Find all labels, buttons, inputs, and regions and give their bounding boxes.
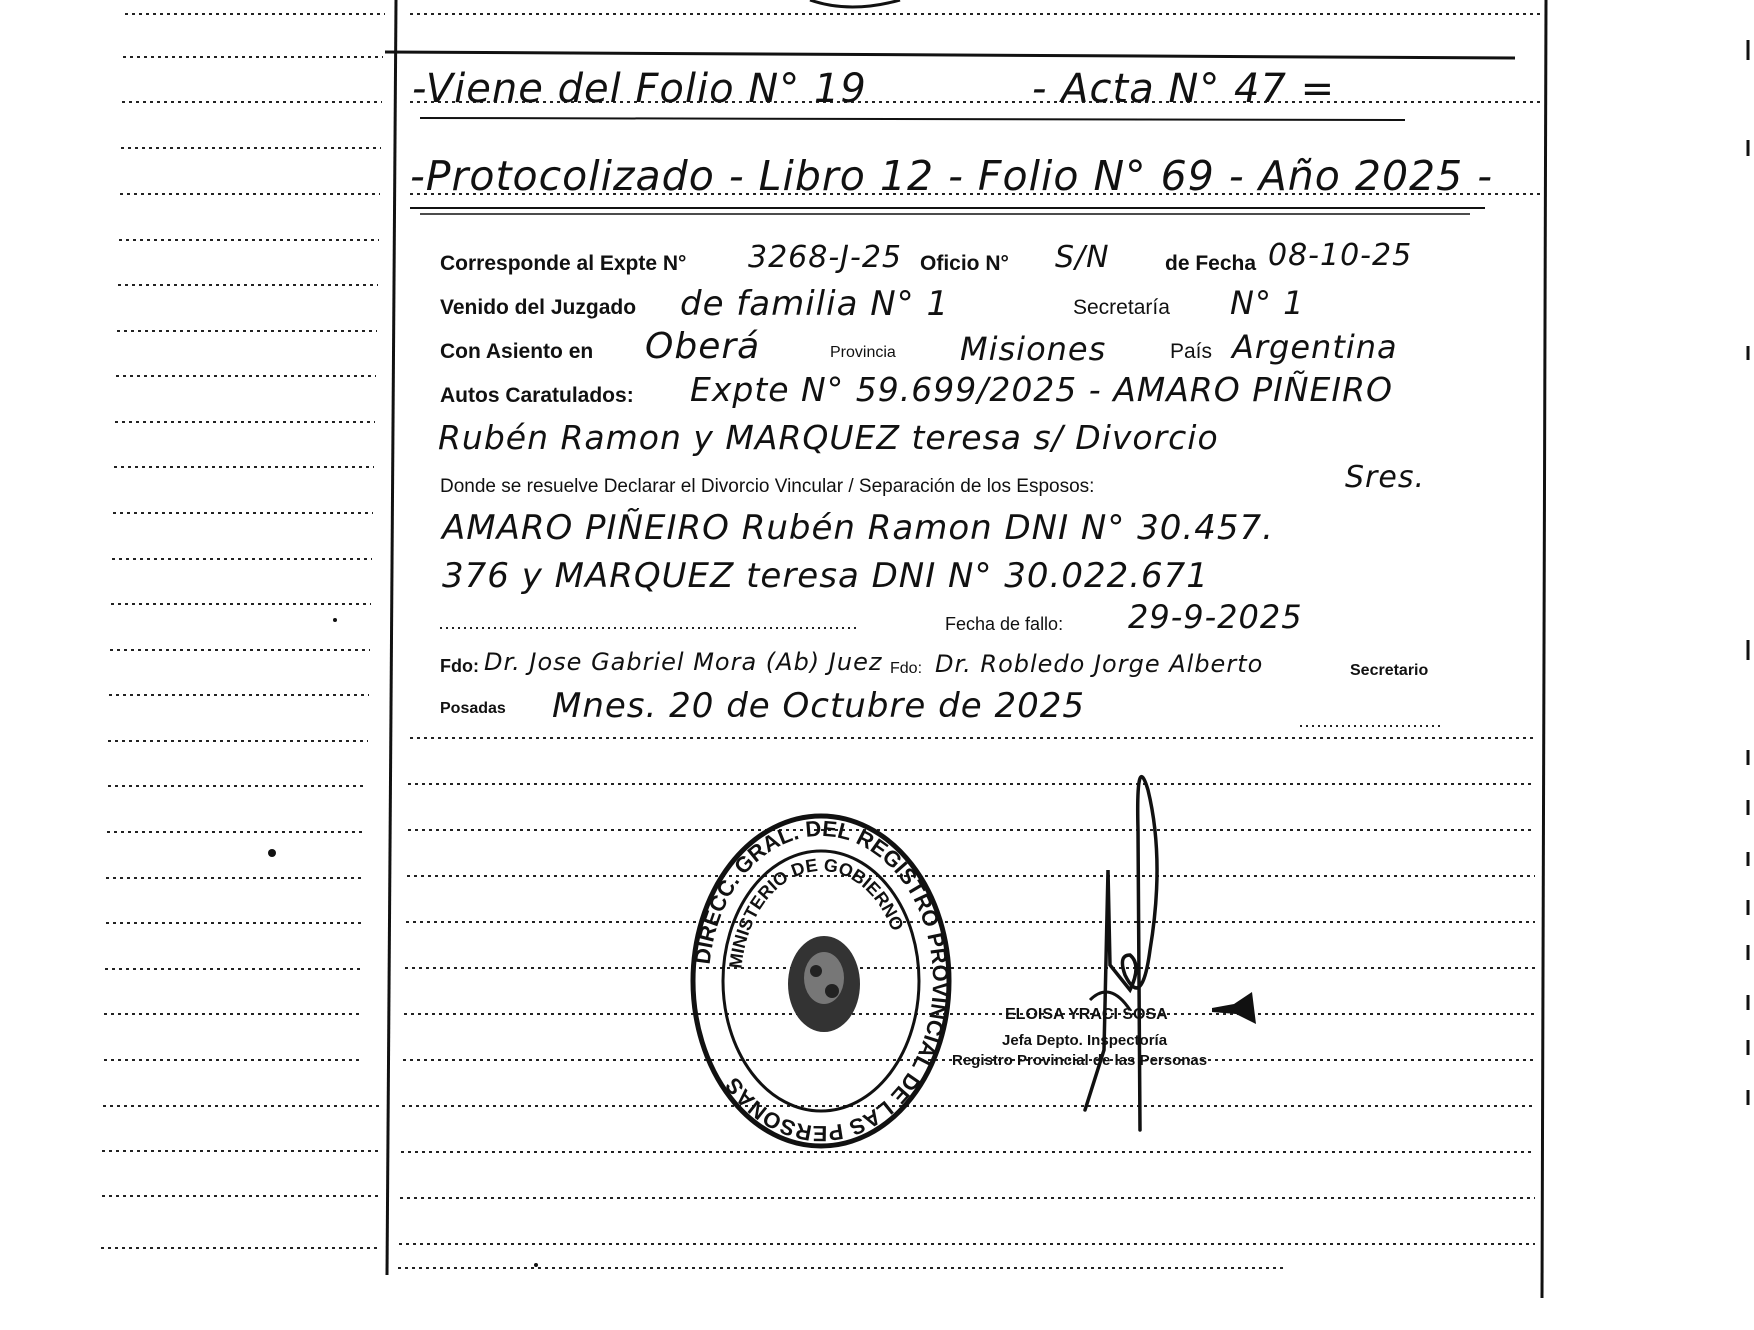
svg-text:MINISTERIO DE GOBIERNO: MINISTERIO DE GOBIERNO	[725, 854, 908, 970]
donde-label: Donde se resuelve Declarar el Divorcio Vincular / Separación de los Esposos:	[440, 476, 1095, 497]
expte-value: 3268-J-25	[748, 240, 903, 275]
signatory-title: Jefa Depto. Inspectoría	[1002, 1032, 1168, 1049]
asiento-label: Con Asiento en	[440, 340, 594, 363]
asiento-value: Oberá	[645, 326, 761, 367]
venido-label: Venido del Juzgado	[440, 296, 637, 319]
posadas-value: Mnes. 20 de Octubre de 2025	[552, 686, 1085, 726]
header-folio: -Viene del Folio N° 19	[412, 66, 867, 112]
provincia-label: Provincia	[830, 344, 896, 361]
secretario-label: Secretario	[1350, 662, 1429, 679]
oficio-label: Oficio N°	[920, 252, 1009, 275]
fecha-label: de Fecha	[1165, 252, 1257, 275]
fecha-value: 08-10-25	[1268, 238, 1413, 273]
svg-text:DIRECC. GRAL. DEL REGISTRO PRO: DIRECC. GRAL. DEL REGISTRO PROVINCIAL DE LAS PERSONAS	[689, 815, 954, 1147]
header-protocolizado: -Protocolizado - Libro 12 - Folio N° 69 - Año 2025 -	[410, 152, 1494, 200]
autos-line1: Expte N° 59.699/2025 - AMARO PIÑEIRO	[690, 370, 1394, 409]
fdo-juez: Dr. Jose Gabriel Mora (Ab) Juez	[484, 648, 883, 676]
secretaria-value: N° 1	[1230, 284, 1305, 322]
handwritten-signature	[1030, 750, 1230, 1140]
provincia-value: Misiones	[960, 330, 1107, 368]
juzgado-value: de familia N° 1	[680, 284, 950, 324]
esposos-line2: 376 y MARQUEZ teresa DNI N° 30.022.671	[442, 556, 1209, 596]
fdo-secretario: Dr. Robledo Jorge Alberto	[935, 650, 1264, 678]
pais-label: País	[1170, 340, 1213, 363]
fallo-value: 29-9-2025	[1128, 598, 1303, 636]
posadas-label: Posadas	[440, 700, 506, 717]
signatory-name: ELOISA YRACI SOSA	[1005, 1006, 1168, 1023]
oficio-value: S/N	[1055, 240, 1110, 275]
header-acta: - Acta N° 47 =	[1032, 66, 1336, 112]
fdo-sec-label: Fdo:	[890, 660, 923, 677]
esposos-line1: AMARO PIÑEIRO Rubén Ramon DNI N° 30.457.	[442, 508, 1274, 548]
fdo-label: Fdo:	[440, 656, 479, 676]
corresponde-label: Corresponde al Expte N°	[440, 252, 687, 275]
autos-label: Autos Caratulados:	[440, 384, 634, 407]
secretaria-label: Secretaría	[1073, 296, 1170, 319]
fallo-label: Fecha de fallo:	[945, 614, 1064, 634]
official-seal	[686, 806, 956, 1156]
signatory-office: Registro Provincial de las Personas	[952, 1052, 1208, 1069]
stamp-mark	[1212, 990, 1260, 1026]
autos-line2: Rubén Ramon y MARQUEZ teresa s/ Divorcio	[438, 418, 1219, 457]
pais-value: Argentina	[1232, 328, 1398, 366]
donde-suffix: Sres.	[1345, 460, 1425, 495]
